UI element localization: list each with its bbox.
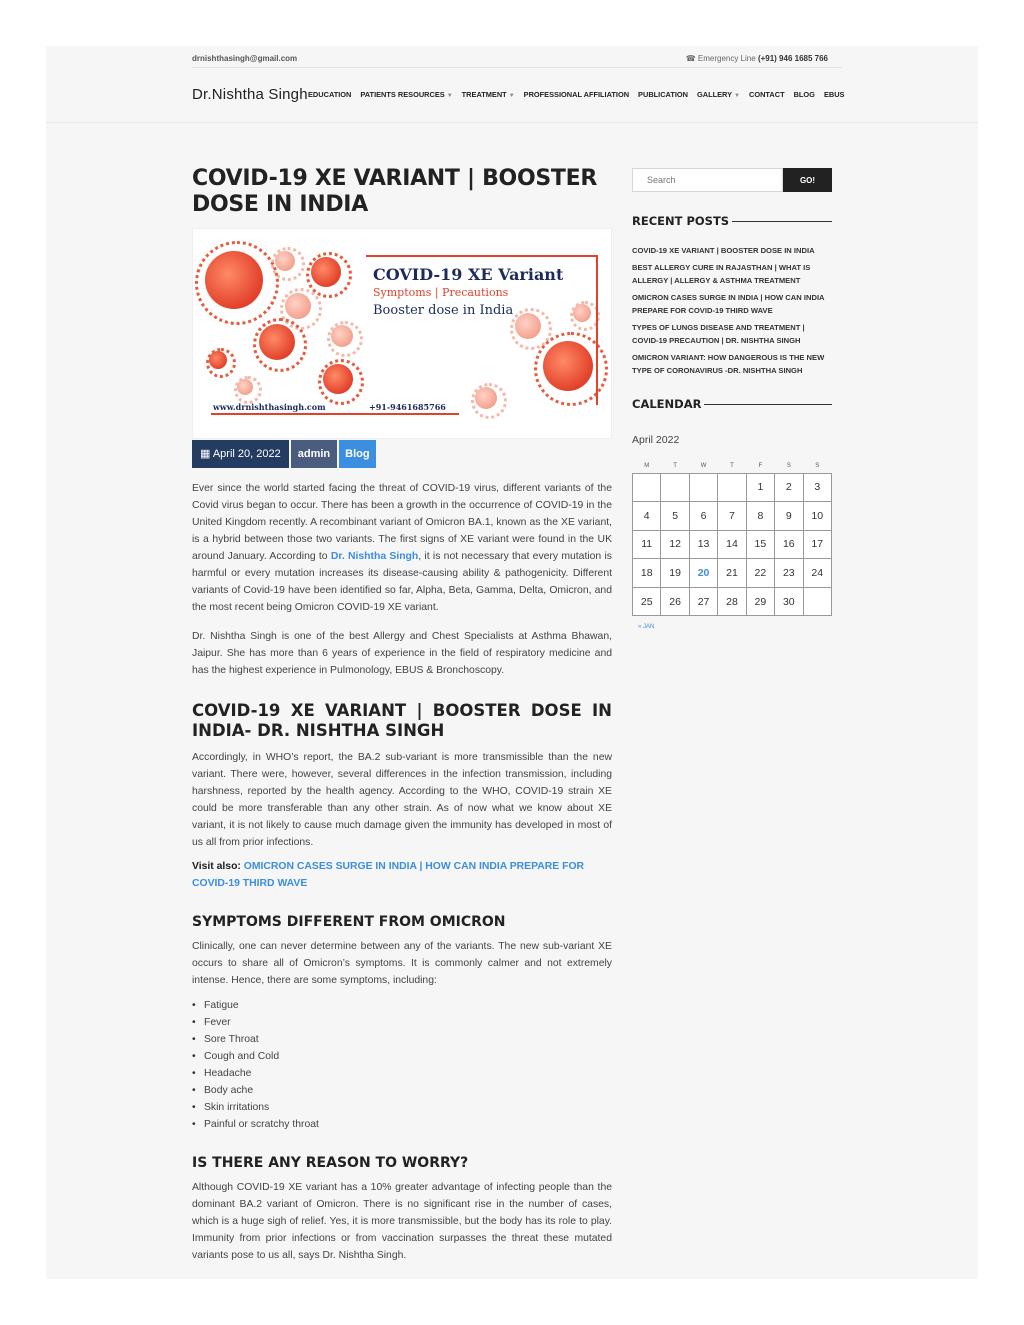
calendar-month: April 2022: [632, 434, 680, 446]
page-frame: [46, 46, 978, 1279]
calendar-day: 18: [633, 559, 661, 588]
calendar-empty-cell: [689, 473, 717, 502]
calendar-day: 12: [661, 530, 689, 559]
paragraph-worry: Although COVID-19 XE variant has a 10% greater advantage of infecting people than the dominant BA.2 variant of Omicron. There is no significant rise in the number of cases, which is a huge sigh of relief. Yes, it is more transmissible, but the body has its role to play. Immunity from prior infections or from vaccination surpasses the threat these mutated variants pose to us all, says Dr. Nishtha Singh.: [192, 1182, 612, 1261]
image-subtitle: Symptoms | Precautions: [373, 286, 509, 299]
calendar-day: 22: [746, 559, 774, 588]
emergency-label: Emergency Line: [697, 54, 756, 63]
text-span: , it is not necessary that every mutation is harmful or every mutation increases its disease-causing ability & pathogenicity. Different variants of Covid-19 have been identified so far, Alpha, Beta, Gamma, Delta, Omicron, and the most recent being Omicron COVID-19 XE variant.: [192, 551, 612, 613]
author-link[interactable]: Dr. Nishtha Singh: [330, 551, 419, 562]
paragraph-intro: [192, 480, 612, 616]
calendar-empty-cell: [633, 473, 661, 502]
calendar-weekdays: [633, 459, 832, 473]
calendar-empty-cell: [803, 587, 831, 616]
recent-post-link[interactable]: OMICRON CASES SURGE IN INDIA | HOW CAN INDIA PREPARE FOR COVID-19 THIRD WAVE: [632, 293, 825, 315]
calendar-day: 6: [689, 502, 717, 531]
weekday-label: S: [815, 462, 820, 469]
section-heading-worry: IS THERE ANY REASON TO WORRY?: [192, 1155, 469, 1171]
widget-title-text: RECENT POSTS: [632, 214, 730, 228]
recent-posts-list: [632, 244, 832, 377]
nav-item-ebus[interactable]: EBUS: [823, 90, 845, 99]
symptom-list: [192, 997, 612, 1133]
calendar-week: [633, 530, 832, 559]
nav-item-education[interactable]: EDUCATION: [308, 90, 352, 99]
list-item: • Cough and Cold: [204, 1048, 612, 1065]
calendar-icon: ▦: [200, 448, 213, 460]
paragraph-about: Dr. Nishtha Singh is one of the best Allergy and Chest Specialists at Asthma Bhawan, Jaipur. She has more than 6 years of experience in the field of respiratory medicine and has the highest experience in Pulmonology, EBUS & Bronchoscopy.: [192, 631, 612, 676]
section-heading-symptoms: SYMPTOMS DIFFERENT FROM OMICRON: [192, 914, 506, 930]
calendar-day: 26: [661, 587, 689, 616]
calendar-day: 24: [803, 559, 831, 588]
calendar-day: 3: [803, 473, 831, 502]
weekday-label: W: [700, 462, 707, 469]
chevron-down-icon: ▼: [508, 93, 515, 99]
calendar-table: [632, 459, 832, 616]
calendar-week: [633, 587, 832, 616]
recent-post-link[interactable]: COVID-19 XE VARIANT | BOOSTER DOSE IN INDIA: [632, 246, 815, 255]
sidebar: [632, 168, 832, 630]
calendar-day[interactable]: 20: [689, 559, 717, 588]
calendar-day: 21: [718, 559, 746, 588]
calendar-title: [632, 397, 832, 411]
list-item: • Sore Throat: [204, 1031, 612, 1048]
image-title: COVID-19 XE Variant: [373, 265, 564, 284]
visit-also: [192, 858, 612, 892]
calendar-day: 30: [775, 587, 803, 616]
header-divider: [46, 122, 978, 123]
recent-post-link[interactable]: TYPES OF LUNGS DISEASE AND TREATMENT | COVID-19 PRECAUTION | DR. NISHTHA SINGH: [632, 323, 805, 345]
calendar-day: 10: [803, 502, 831, 531]
article-title: COVID-19 XE VARIANT | BOOSTER DOSE IN INDIA: [192, 166, 597, 217]
contact-email[interactable]: drnishthasingh@gmail.com: [192, 54, 298, 63]
nav-item-patients-resources[interactable]: [360, 90, 452, 99]
top-bar: [192, 54, 842, 68]
article: [192, 166, 612, 1264]
search-form: [632, 168, 832, 192]
nav-item-contact[interactable]: CONTACT: [749, 90, 785, 99]
virus-graphic: [323, 364, 353, 394]
section-heading-xe: COVID-19 XE VARIANT | BOOSTER DOSE IN INDIA- DR. NISHTHA SINGH: [192, 701, 612, 740]
calendar-days: [633, 473, 832, 616]
image-subtitle-booster: Booster dose in India: [373, 303, 514, 318]
calendar-day: 5: [661, 502, 689, 531]
emergency-number[interactable]: (+91) 946 1685 766: [757, 54, 828, 63]
nav-item-blog[interactable]: BLOG: [793, 90, 815, 99]
featured-image[interactable]: [192, 228, 612, 439]
calendar-day: 13: [689, 530, 717, 559]
weekday-label: T: [730, 462, 734, 469]
calendar-day: 7: [718, 502, 746, 531]
virus-graphic: [205, 251, 263, 309]
calendar-day: 23: [775, 559, 803, 588]
chevron-down-icon: ▼: [446, 93, 453, 99]
nav-label: TREATMENT: [461, 90, 507, 99]
calendar-day: 16: [775, 530, 803, 559]
weekday-label: F: [758, 462, 763, 469]
calendar-day: 25: [633, 587, 661, 616]
calendar-day: 29: [746, 587, 774, 616]
list-item: • Fever: [204, 1014, 612, 1031]
recent-post-link[interactable]: OMICRON VARIANT: HOW DANGEROUS IS THE NEW TYPE OF CORONAVIRUS -DR. NISHTHA SINGH: [632, 353, 825, 375]
list-item: • Painful or scratchy throat: [204, 1116, 612, 1133]
list-item: • Body ache: [204, 1082, 612, 1099]
site-logo[interactable]: Dr.Nishtha Singh: [192, 86, 308, 103]
recent-post-link[interactable]: BEST ALLERGY CURE IN RAJASTHAN | WHAT IS ALLERGY | ALLERGY & ASTHMA TREATMENT: [632, 263, 811, 285]
calendar-empty-cell: [661, 473, 689, 502]
virus-graphic: [209, 351, 227, 369]
nav-item-treatment[interactable]: [462, 90, 515, 99]
recent-posts-title: [632, 214, 832, 228]
nav-item-about[interactable]: [241, 90, 261, 99]
weekday-label: S: [786, 462, 791, 469]
virus-graphic: [311, 257, 341, 287]
phone-icon: ☎: [685, 54, 696, 63]
calendar-day: 11: [633, 530, 661, 559]
calendar-day: 15: [746, 530, 774, 559]
paragraph-symptoms: Clinically, one can never determine between any of the variants. The new sub-variant XE occurs to share all of Omicron’s symptoms. It is commonly calmer and not extremely intense. Hence, there are some symptoms, including:: [192, 941, 612, 986]
list-item: • Fatigue: [204, 997, 612, 1014]
search-input[interactable]: [632, 168, 783, 192]
calendar-day: 14: [718, 530, 746, 559]
calendar-week: [633, 502, 832, 531]
calendar-day: 17: [803, 530, 831, 559]
nav-item-home[interactable]: [212, 90, 232, 99]
paragraph-who: Accordingly, in WHO’s report, the BA.2 sub-variant is more transmissible than the new variant. There were, however, several differences in the infection transmission, including harshness, reported by the health agency. According to the WHO, COVID-19 strain XE could be more transferable than any other strain. As of now what we know about XE variant, it is not likely to cause much damage given the immunity has developed in most of us all from prior infections.: [192, 752, 612, 848]
nav-item-gallery[interactable]: [697, 90, 740, 99]
weekday-label: M: [644, 462, 650, 469]
calendar-day: 27: [689, 587, 717, 616]
widget-title-text: CALENDAR: [632, 397, 702, 411]
virus-graphic: [331, 325, 353, 347]
calendar-day: 28: [718, 587, 746, 616]
nav-label: GALLERY: [697, 90, 733, 99]
calendar-prev-link[interactable]: « JAN: [638, 624, 655, 631]
visit-link[interactable]: OMICRON CASES SURGE IN INDIA | HOW CAN INDIA PREPARE FOR COVID-19 THIRD WAVE: [192, 861, 585, 889]
image-url: www.drnishthasingh.com: [213, 402, 326, 412]
list-item: • Headache: [204, 1065, 612, 1082]
calendar-day: 8: [746, 502, 774, 531]
emergency-line: [686, 54, 828, 63]
post-meta: [192, 440, 612, 468]
calendar-day: 9: [775, 502, 803, 531]
nav-label: PATIENTS RESOURCES: [360, 90, 445, 99]
visit-label: Visit also:: [192, 861, 241, 872]
main-nav: [212, 90, 844, 99]
calendar-day: 4: [633, 502, 661, 531]
calendar-week: [633, 559, 832, 588]
nav-item-professional-affiliation[interactable]: PROFESSIONAL AFFILIATION: [523, 90, 630, 99]
calendar-day: 1: [746, 473, 774, 502]
post-date[interactable]: [192, 440, 289, 468]
virus-graphic: [275, 251, 295, 271]
virus-graphic: [259, 324, 295, 360]
list-item: • Skin irritations: [204, 1099, 612, 1116]
image-phone: +91-9461685766: [369, 402, 446, 412]
post-category[interactable]: Blog: [339, 440, 375, 468]
post-author[interactable]: admin: [291, 440, 337, 468]
virus-graphic: [237, 379, 253, 395]
calendar-day: 2: [775, 473, 803, 502]
image-footer: [211, 401, 459, 415]
nav-item-publication[interactable]: PUBLICATION: [638, 90, 688, 99]
chevron-down-icon: ▼: [734, 93, 740, 99]
virus-graphic: [285, 293, 311, 319]
post-date-text: April 20, 2022: [212, 448, 281, 460]
weekday-label: T: [673, 462, 677, 469]
search-button[interactable]: GO!: [783, 168, 832, 192]
calendar-day: 19: [661, 559, 689, 588]
calendar-week: [633, 473, 832, 502]
calendar-empty-cell: [718, 473, 746, 502]
text-span: Ever since the world started facing the threat of COVID-19 virus, different variants of the Covid virus began to occur. There has been a growth in the occurrence of COVID-19 in the United Kingdom recently. A recombinant variant of Omicron BA.1, known as the XE variant, is a hybrid between those two variants. The first signs of XE variant were found in the UK around January. According to: [192, 483, 612, 562]
